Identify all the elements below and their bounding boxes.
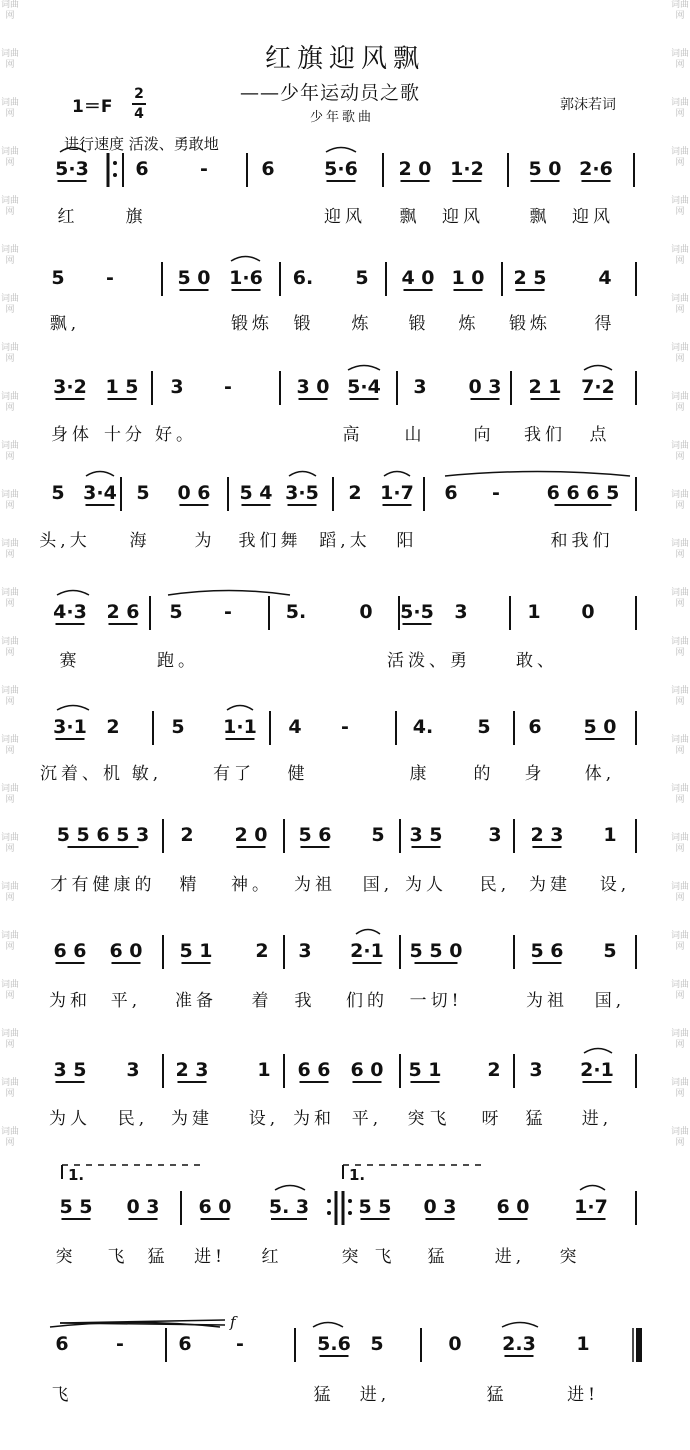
note-group: 5 <box>370 1333 384 1355</box>
time-signature-bottom: 4 <box>134 106 144 122</box>
note-group: 6 0 <box>496 1196 530 1218</box>
lyric-text: 蹈,太 <box>319 531 371 551</box>
note-group: 5·4 <box>347 376 381 398</box>
watermark-text: 词曲网 <box>0 245 19 266</box>
ending-label: 1. <box>349 1166 366 1184</box>
note-group: 5 <box>371 824 385 846</box>
lyric-text: 突 <box>341 1247 363 1267</box>
lyric-text: 身体 <box>51 425 93 445</box>
lyric-text: 飞 <box>429 1109 451 1129</box>
note-group: 0 3 <box>423 1196 457 1218</box>
note-group: 6 0 <box>350 1059 384 1081</box>
watermark-text: 词曲网 <box>0 980 19 1001</box>
lyric-text: 迎风 <box>442 207 484 227</box>
watermark-text: 词曲网 <box>0 931 19 952</box>
note-group: 3 <box>413 376 427 398</box>
note-group: 1 0 <box>451 267 485 289</box>
note-group: - <box>116 1333 124 1355</box>
note-group: - <box>341 716 349 738</box>
note-group: 5 <box>603 940 617 962</box>
note-group: 5 6 <box>530 940 564 962</box>
system-3 <box>51 371 636 445</box>
lyric-text: 山 <box>404 425 426 445</box>
watermark-text: 词曲网 <box>0 0 19 21</box>
lyric-text: 健 <box>287 764 309 784</box>
note-group: 6 <box>444 482 458 504</box>
song-genre: 少年歌曲 <box>310 110 375 125</box>
slur-arc <box>168 591 290 596</box>
note-group: 1·7 <box>574 1196 608 1218</box>
lyric-text: 沉着、机 <box>40 764 124 784</box>
note-group: - <box>200 158 208 180</box>
watermark-text: 词曲网 <box>0 686 19 707</box>
note-group: 1 <box>603 824 617 846</box>
repeat-dot <box>327 1211 331 1215</box>
lyric-text: 猛 <box>147 1247 169 1267</box>
lyric-text: 迎风 <box>572 207 614 227</box>
note-group: 5·6 <box>324 158 358 180</box>
lyric-text: 为和 <box>293 1109 335 1129</box>
watermark-text: 词曲网 <box>670 98 689 119</box>
system-5 <box>53 596 636 671</box>
lyric-text: 海 <box>129 531 151 551</box>
watermark-text: 词曲网 <box>670 392 689 413</box>
watermark-text: 词曲网 <box>0 882 19 903</box>
note-group: 2·6 <box>579 158 613 180</box>
note-group: 2 <box>180 824 194 846</box>
note-group: 2 0 <box>398 158 432 180</box>
system-10 <box>56 1165 637 1267</box>
note-group: 0 <box>448 1333 462 1355</box>
lyric-text: 十分 <box>104 425 146 445</box>
lyric-text: 高 <box>342 425 364 445</box>
slur-arc <box>445 472 630 477</box>
lyric-text: 敢、 <box>516 651 558 671</box>
lyric-text: 旗 <box>125 207 147 227</box>
lyric-text: 和我们 <box>550 531 614 551</box>
note-group: 5 5 6 5 3 <box>56 824 150 846</box>
watermark-text: 词曲网 <box>670 490 689 511</box>
lyric-text: 一切! <box>409 991 463 1011</box>
note-group: 3 5 <box>409 824 443 846</box>
note-group: 5 4 <box>239 482 273 504</box>
repeat-dot <box>113 161 117 165</box>
watermark-text: 词曲网 <box>670 931 689 952</box>
note-group: 2·1 <box>350 940 384 962</box>
lyric-text: 突 <box>55 1247 77 1267</box>
note-group: 6 <box>528 716 542 738</box>
repeat-dot <box>348 1199 352 1203</box>
slur-arc <box>384 472 410 477</box>
lyric-text: 赛 <box>59 651 81 671</box>
note-group: 4 0 <box>401 267 435 289</box>
slur-arc <box>231 257 260 262</box>
note-group: 0 6 <box>177 482 211 504</box>
lyric-text: 平, <box>351 1109 383 1129</box>
ending-label: 1. <box>68 1166 85 1184</box>
watermark-text: 词曲网 <box>670 833 689 854</box>
repeat-dot <box>327 1199 331 1203</box>
lyric-text: 的 <box>473 764 495 784</box>
watermark-text: 词曲网 <box>670 196 689 217</box>
lyric-text: 猛 <box>486 1385 508 1405</box>
watermark-text: 词曲网 <box>0 392 19 413</box>
slur-arc <box>584 1049 612 1054</box>
note-group: 5 <box>51 267 65 289</box>
note-group: - <box>236 1333 244 1355</box>
note-group: 5 1 <box>179 940 213 962</box>
lyric-text: 迎风 <box>324 207 366 227</box>
lyric-text: 设, <box>248 1109 280 1129</box>
note-group: 5 <box>171 716 185 738</box>
watermark-text: 词曲网 <box>0 196 19 217</box>
watermark-text: 词曲网 <box>0 735 19 756</box>
slur-arc <box>60 148 86 153</box>
note-group: 1·6 <box>229 267 263 289</box>
lyric-text: 锻炼 <box>231 314 273 334</box>
lyric-text: 进! <box>567 1385 599 1405</box>
lyric-text: 精 <box>179 875 201 895</box>
lyric-text: 炼 <box>351 314 373 334</box>
lyric-text: 飘 <box>529 207 551 227</box>
lyric-text: 突 <box>407 1109 429 1129</box>
watermark-text: 词曲网 <box>0 343 19 364</box>
slur-arc <box>580 1186 605 1191</box>
lyric-text: 飞 <box>51 1385 73 1405</box>
note-group: 5 <box>355 267 369 289</box>
note-group: 0 3 <box>126 1196 160 1218</box>
time-signature-top: 2 <box>134 86 144 102</box>
lyric-text: 突 <box>559 1247 581 1267</box>
note-group: 5 <box>51 482 65 504</box>
watermark-text: 词曲网 <box>0 147 19 168</box>
slur-arc <box>356 930 380 935</box>
lyric-text: 为人 <box>49 1109 91 1129</box>
lyric-text: 好。 <box>155 425 197 445</box>
slur-arc <box>584 366 612 371</box>
note-group: 6 <box>55 1333 69 1355</box>
note-group: 2 5 <box>513 267 547 289</box>
note-group: 4 <box>598 267 612 289</box>
watermark-text: 词曲网 <box>0 833 19 854</box>
watermark-text: 词曲网 <box>0 441 19 462</box>
note-group: 2 6 <box>106 601 140 623</box>
song-subtitle: ——少年运动员之歌 <box>240 82 421 104</box>
lyric-text: 国, <box>362 875 394 895</box>
note-group: 5.6 <box>317 1333 351 1355</box>
watermark-text: 词曲网 <box>670 147 689 168</box>
lyric-text: 体, <box>584 764 616 784</box>
lyric-text: 得 <box>594 314 616 334</box>
note-group: 5. <box>285 601 307 623</box>
note-group: 6 <box>178 1333 192 1355</box>
lyric-text: 猛 <box>427 1247 449 1267</box>
lyric-text: 飞 <box>374 1247 396 1267</box>
note-group: 3 <box>454 601 468 623</box>
system-6 <box>40 711 636 784</box>
watermark-text: 词曲网 <box>670 294 689 315</box>
lyric-text: 进, <box>494 1247 526 1267</box>
system-2 <box>50 262 636 334</box>
note-group: 5 1 <box>408 1059 442 1081</box>
watermark-text: 词曲网 <box>670 882 689 903</box>
note-group: 3·1 <box>53 716 87 738</box>
slur-arc <box>86 472 114 477</box>
slur-arc <box>227 706 253 711</box>
lyric-text: 们的 <box>346 991 388 1011</box>
note-group: 2·1 <box>580 1059 614 1081</box>
slur-arc <box>326 148 356 153</box>
tempo-marking: 进行速度 活泼、勇敢地 <box>64 135 219 153</box>
watermark-text: 词曲网 <box>0 1078 19 1099</box>
note-group: 7·2 <box>581 376 615 398</box>
lyric-text: 猛 <box>313 1385 335 1405</box>
lyric-text: 为人 <box>405 875 447 895</box>
repeat-dot <box>348 1211 352 1215</box>
note-group: 1 <box>576 1333 590 1355</box>
lyric-text: 为建 <box>529 875 571 895</box>
lyric-text: 进! <box>194 1247 226 1267</box>
lyric-text: 我们舞 <box>238 531 302 551</box>
lyric-text: 准备 <box>175 991 217 1011</box>
note-group: - <box>106 267 114 289</box>
watermark-text: 词曲网 <box>670 343 689 364</box>
watermark-text: 词曲网 <box>0 294 19 315</box>
watermark-text: 词曲网 <box>0 539 19 560</box>
slur-arc <box>313 1323 343 1328</box>
watermark-text: 词曲网 <box>670 1078 689 1099</box>
note-group: 3 5 <box>53 1059 87 1081</box>
note-group: 2 <box>348 482 362 504</box>
note-group: 1·1 <box>223 716 257 738</box>
slur-arc <box>275 1186 305 1191</box>
note-group: 5 5 <box>358 1196 392 1218</box>
note-group: 0 <box>581 601 595 623</box>
note-group: 1·7 <box>380 482 414 504</box>
lyric-text: 锻炼 <box>509 314 551 334</box>
note-group: 4 <box>288 716 302 738</box>
lyric-text: 飘 <box>399 207 421 227</box>
note-group: 3 <box>488 824 502 846</box>
note-group: 6. <box>292 267 314 289</box>
note-group: 5 <box>477 716 491 738</box>
watermark-text: 词曲网 <box>670 637 689 658</box>
lyric-text: 设, <box>599 875 631 895</box>
watermark-text: 词曲网 <box>0 490 19 511</box>
lyric-text: 进, <box>359 1385 391 1405</box>
watermark-text: 词曲网 <box>0 588 19 609</box>
note-group: 4. <box>412 716 434 738</box>
slur-arc <box>348 366 380 371</box>
note-group: 5 5 0 <box>409 940 463 962</box>
note-group: 5·3 <box>55 158 89 180</box>
watermark-text: 词曲网 <box>670 441 689 462</box>
note-group: 5 6 <box>298 824 332 846</box>
note-group: 6 6 <box>297 1059 331 1081</box>
slur-arc <box>57 706 89 711</box>
note-group: 6 0 <box>109 940 143 962</box>
note-group: 1 <box>527 601 541 623</box>
note-group: 6 <box>261 158 275 180</box>
system-8 <box>49 935 636 1011</box>
dynamic-mark: f <box>230 1313 236 1331</box>
note-group: - <box>492 482 500 504</box>
note-group: 2 0 <box>234 824 268 846</box>
note-group: 5 0 <box>177 267 211 289</box>
watermark-text: 词曲网 <box>670 539 689 560</box>
lyric-text: 敏, <box>131 764 163 784</box>
note-group: - <box>224 601 232 623</box>
watermark-text: 词曲网 <box>670 980 689 1001</box>
watermark-text: 词曲网 <box>670 0 689 21</box>
watermark-text: 词曲网 <box>670 49 689 70</box>
lyric-text: 阳 <box>396 531 418 551</box>
note-group: 2 3 <box>530 824 564 846</box>
system-9 <box>49 1054 636 1129</box>
system-4 <box>39 477 636 551</box>
watermark-text: 词曲网 <box>670 735 689 756</box>
watermark-text: 词曲网 <box>670 1127 689 1148</box>
note-group: 0 <box>359 601 373 623</box>
lyric-text: 国, <box>594 991 626 1011</box>
note-group: 5 <box>169 601 183 623</box>
system-11 <box>52 1313 638 1405</box>
watermark-text: 词曲网 <box>670 784 689 805</box>
slur-arc <box>502 1323 538 1328</box>
slur-arc <box>289 472 316 477</box>
note-group: 3 <box>170 376 184 398</box>
note-group: 2 1 <box>528 376 562 398</box>
lyric-text: 才有健康的 <box>50 875 156 895</box>
key-signature: 1＝F <box>72 97 113 117</box>
note-group: 3 0 <box>296 376 330 398</box>
note-group: 6 6 <box>53 940 87 962</box>
system-7 <box>51 819 637 895</box>
note-group: 5 <box>136 482 150 504</box>
lyric-text: 神。 <box>231 875 273 895</box>
watermark-text: 词曲网 <box>0 1127 19 1148</box>
lyric-text: 进, <box>581 1109 613 1129</box>
note-group: 3·2 <box>53 376 87 398</box>
watermark-text: 词曲网 <box>670 1029 689 1050</box>
note-group: 2 <box>255 940 269 962</box>
watermark-text: 词曲网 <box>0 1029 19 1050</box>
note-group: 3·5 <box>285 482 319 504</box>
note-group: 2 3 <box>175 1059 209 1081</box>
note-group: - <box>224 376 232 398</box>
lyric-text: 我 <box>294 991 316 1011</box>
lyric-text: 炼 <box>458 314 480 334</box>
watermark-text: 词曲网 <box>670 686 689 707</box>
lyric-text: 呀 <box>481 1109 503 1129</box>
note-group: 4·3 <box>53 601 87 623</box>
note-group: 2 <box>106 716 120 738</box>
lyric-text: 红 <box>261 1247 283 1267</box>
note-group: 5·5 <box>400 601 434 623</box>
lyric-text: 康 <box>409 764 431 784</box>
lyric-text: 为祖 <box>294 875 336 895</box>
slur-arc <box>57 591 89 596</box>
lyric-text: 红 <box>57 207 79 227</box>
lyric-text: 为 <box>194 531 216 551</box>
lyric-text: 活泼、勇 <box>387 651 471 671</box>
note-group: 2.3 <box>502 1333 536 1355</box>
lyric-text: 锻 <box>293 314 315 334</box>
lyric-text: 锻 <box>408 314 430 334</box>
watermark-text: 词曲网 <box>0 637 19 658</box>
watermark-text: 词曲网 <box>0 49 19 70</box>
lyric-text: 民, <box>479 875 511 895</box>
note-group: 5 5 <box>59 1196 93 1218</box>
song-title: 红旗迎风飘 <box>264 44 425 74</box>
lyric-text: 平, <box>110 991 142 1011</box>
note-group: 5 0 <box>528 158 562 180</box>
watermark-text: 词曲网 <box>0 784 19 805</box>
lyric-text: 我们 <box>524 425 566 445</box>
note-group: 3·4 <box>83 482 117 504</box>
note-group: 1·2 <box>450 158 484 180</box>
repeat-dot <box>113 173 117 177</box>
lyricist-credit: 郭沫若词 <box>560 97 616 113</box>
watermark-text: 词曲网 <box>670 588 689 609</box>
note-group: 1 5 <box>105 376 139 398</box>
note-group: 6 6 6 5 <box>546 482 620 504</box>
system-1 <box>55 153 634 227</box>
lyric-text: 身 <box>524 764 546 784</box>
note-group: 5 0 <box>583 716 617 738</box>
note-group: 5. 3 <box>268 1196 310 1218</box>
watermark-text: 词曲网 <box>0 98 19 119</box>
lyric-text: 为祖 <box>526 991 568 1011</box>
lyric-text: 有了 <box>213 764 255 784</box>
note-group: 1 <box>257 1059 271 1081</box>
note-group: 6 0 <box>198 1196 232 1218</box>
lyric-text: 点 <box>589 425 611 445</box>
watermark-text: 词曲网 <box>670 245 689 266</box>
lyric-text: 民, <box>117 1109 149 1129</box>
lyric-text: 飘, <box>49 314 81 334</box>
note-group: 2 <box>487 1059 501 1081</box>
lyric-text: 向 <box>473 425 495 445</box>
note-group: 3 <box>529 1059 543 1081</box>
lyric-text: 头,大 <box>39 531 91 551</box>
lyric-text: 为建 <box>171 1109 213 1129</box>
lyric-text: 着 <box>251 991 273 1011</box>
lyric-text: 为和 <box>49 991 91 1011</box>
lyric-text: 猛 <box>525 1109 547 1129</box>
note-group: 3 <box>126 1059 140 1081</box>
lyric-text: 跑。 <box>157 651 199 671</box>
note-group: 0 3 <box>468 376 502 398</box>
note-group: 6 <box>135 158 149 180</box>
lyric-text: 飞 <box>107 1247 129 1267</box>
note-group: 3 <box>298 940 312 962</box>
